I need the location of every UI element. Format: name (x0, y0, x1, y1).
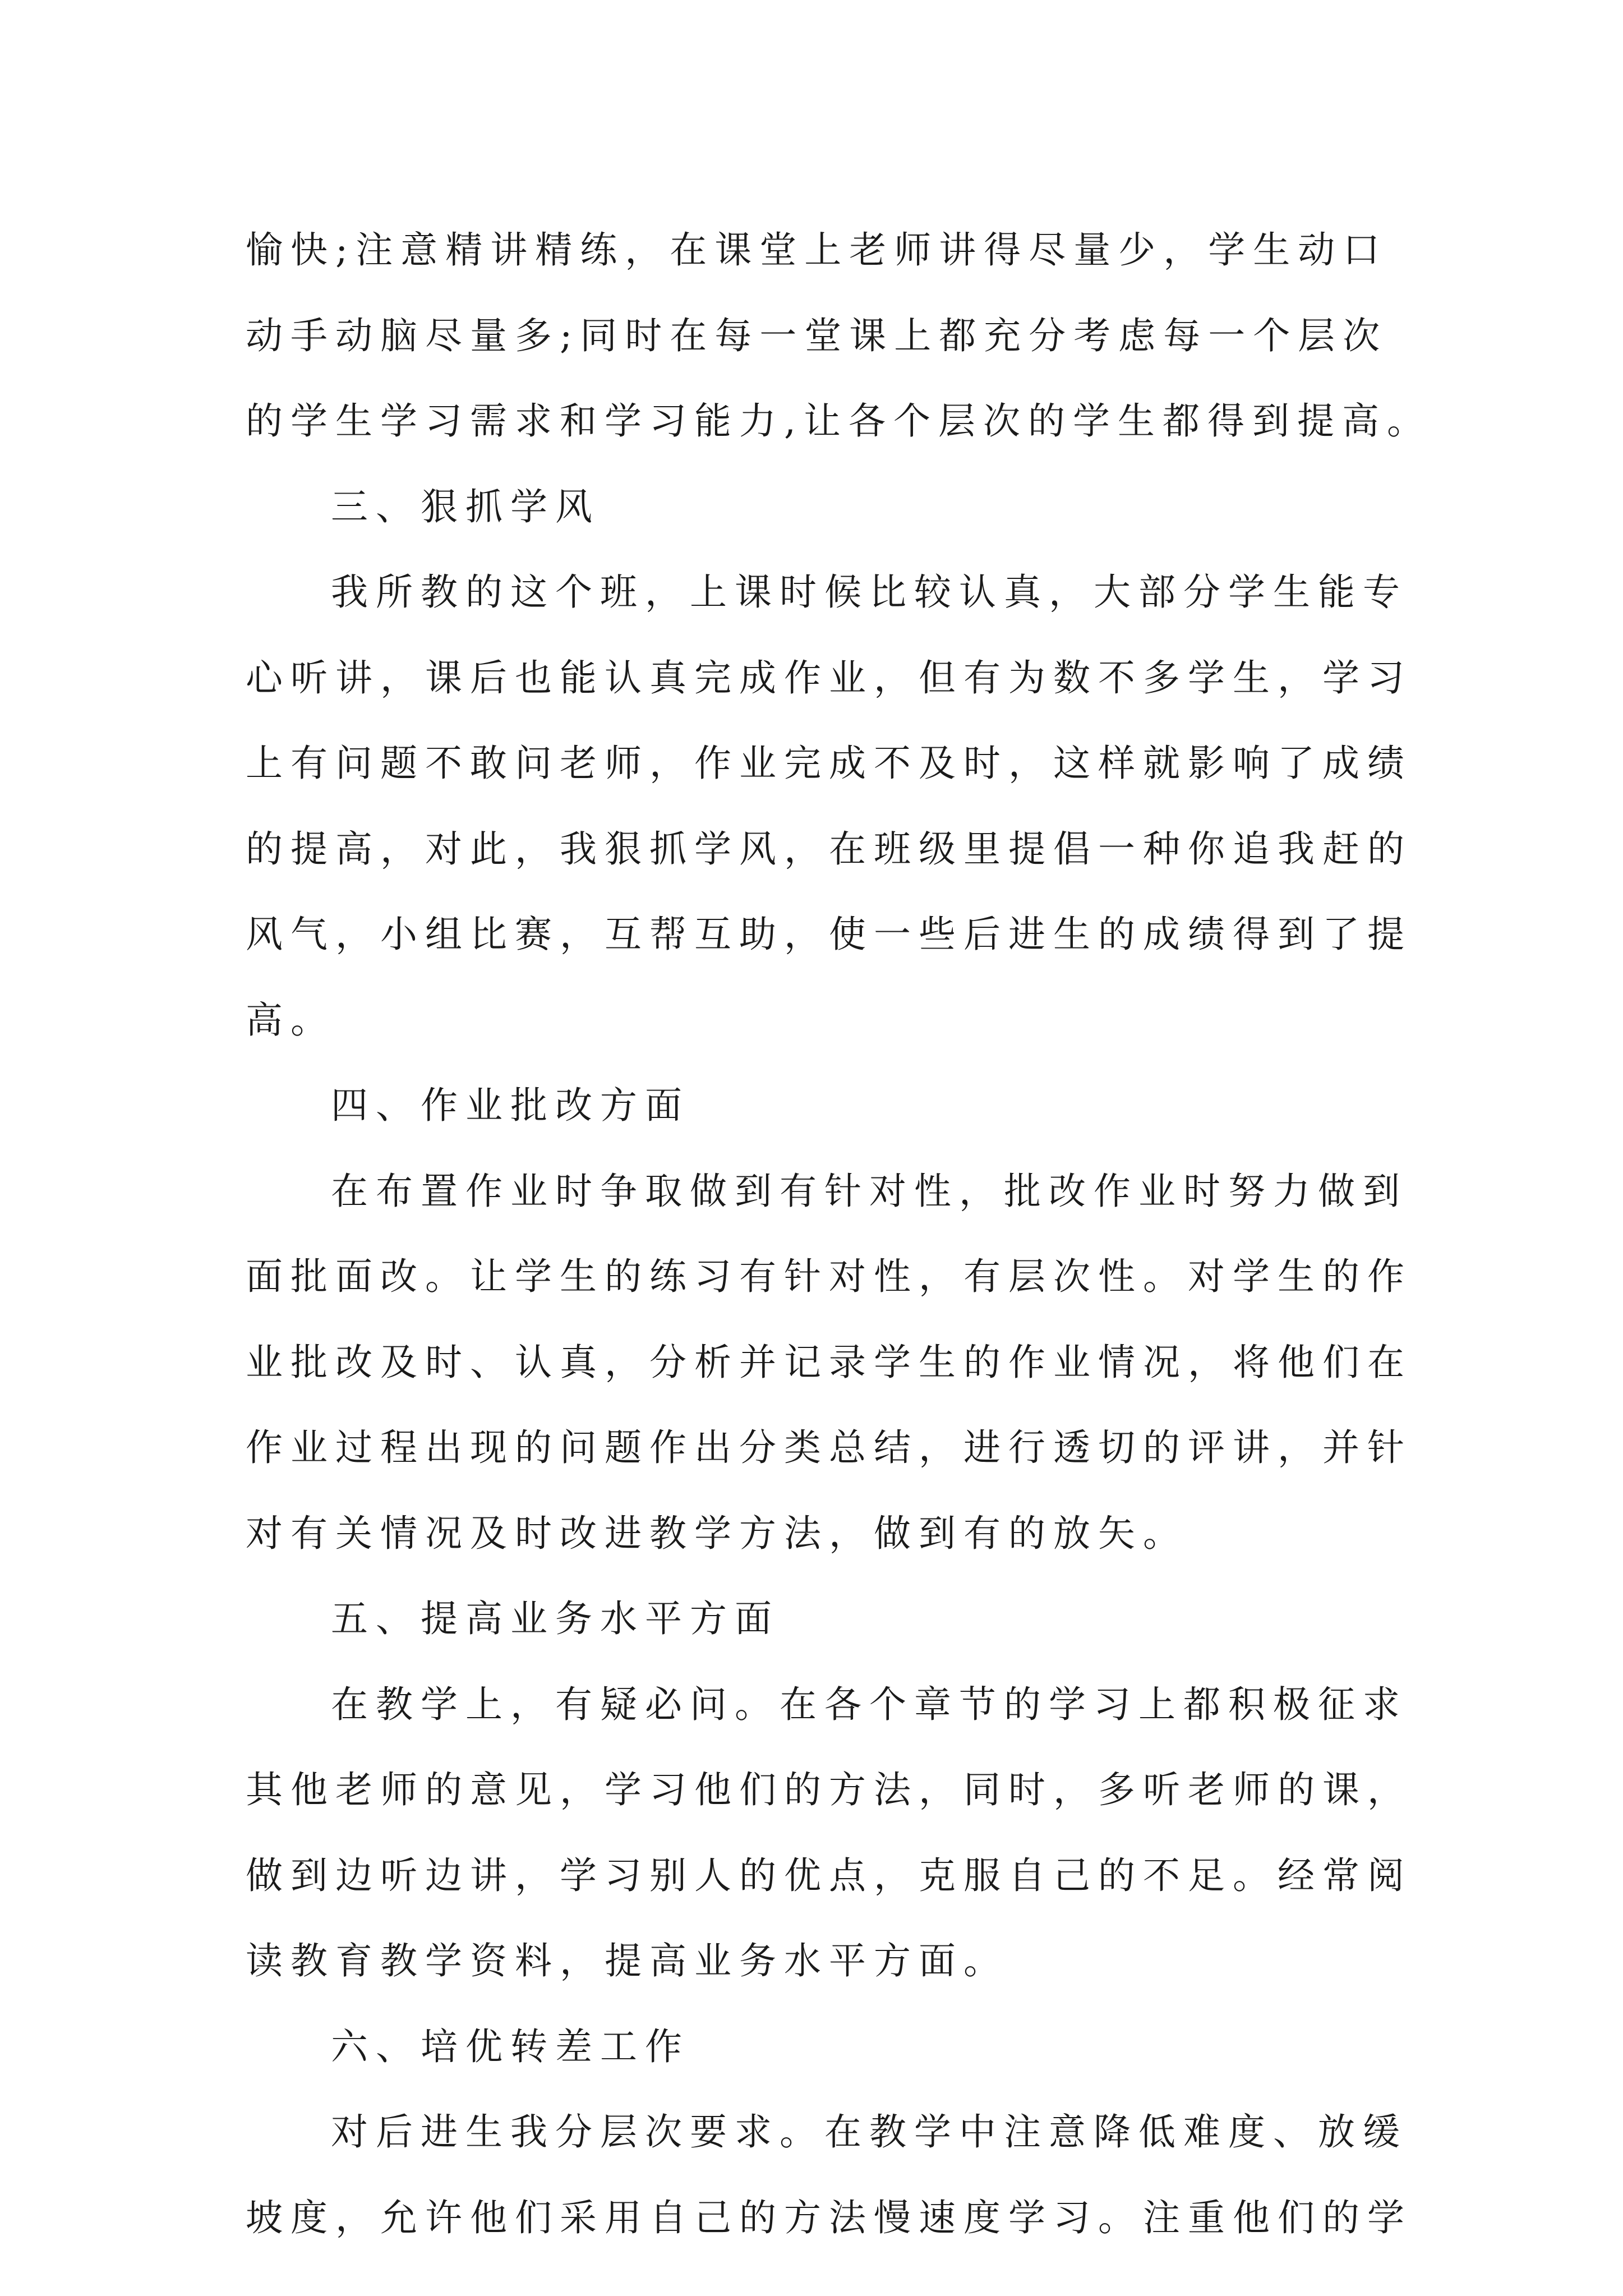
paragraph-first-line: 在布置作业时争取做到有针对性，批改作业时努力做到 (331, 1169, 1408, 1213)
document-body (246, 208, 1435, 2261)
text-line: 心听讲，课后也能认真完成作业，但有为数不多学生，学习 (246, 656, 1412, 700)
text-line: 对有关情况及时改进教学方法，做到有的放矢。 (246, 1511, 1188, 1555)
text-line: 的学生学习需求和学习能力,让各个层次的学生都得到提高。 (246, 399, 1432, 443)
section-heading: 三、狠抓学风 (331, 485, 600, 528)
text-line: 坡度，允许他们采用自己的方法慢速度学习。注重他们的学 (246, 2196, 1412, 2239)
text-line: 作业过程出现的问题作出分类总结，进行透切的评讲，并针 (246, 1426, 1412, 1469)
text-line: 做到边听边讲，学习别人的优点，克服自己的不足。经常阅 (246, 1853, 1412, 1897)
text-line: 高。 (246, 998, 335, 1042)
text-line: 愉快;注意精讲精练，在课堂上老师讲得尽量少，学生动口 (246, 228, 1388, 272)
text-line: 的提高，对此，我狠抓学风，在班级里提倡一种你追我赶的 (246, 827, 1412, 871)
paragraph-first-line: 在教学上，有疑必问。在各个章节的学习上都积极征求 (331, 1682, 1408, 1726)
section-heading: 四、作业批改方面 (331, 1084, 690, 1127)
text-line: 动手动脑尽量多;同时在每一堂课上都充分考虑每一个层次 (246, 314, 1388, 357)
text-line: 面批面改。让学生的练习有针对性，有层次性。对学生的作 (246, 1255, 1412, 1298)
text-line: 业批改及时、认真，分析并记录学生的作业情况，将他们在 (246, 1340, 1412, 1384)
text-line: 读教育教学资料，提高业务水平方面。 (246, 1939, 1008, 1982)
text-line: 其他老师的意见，学习他们的方法，同时，多听老师的课， (246, 1768, 1412, 1811)
paragraph-first-line: 对后进生我分层次要求。在教学中注意降低难度、放缓 (331, 2110, 1408, 2154)
section-heading: 六、培优转差工作 (331, 2024, 690, 2068)
section-heading: 五、提高业务水平方面 (331, 1597, 780, 1640)
text-line: 上有问题不敢问老师，作业完成不及时，这样就影响了成绩 (246, 742, 1412, 785)
paragraph-first-line: 我所教的这个班，上课时候比较认真，大部分学生能专 (331, 570, 1408, 614)
text-line: 风气，小组比赛，互帮互助，使一些后进生的成绩得到了提 (246, 913, 1412, 956)
